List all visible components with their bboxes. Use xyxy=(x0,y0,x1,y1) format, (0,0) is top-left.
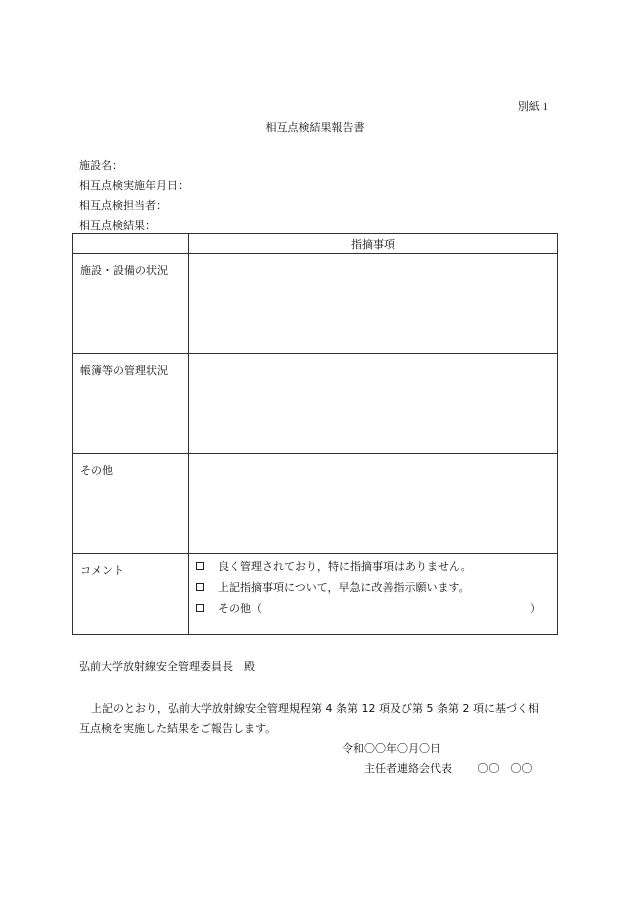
table-row-other xyxy=(73,454,558,554)
table-header-blank xyxy=(73,234,189,254)
findings-cell-facility-status[interactable] xyxy=(189,254,558,354)
addressee: 弘前大学放射線安全管理委員長 殿 xyxy=(79,660,255,673)
comment-options-cell xyxy=(189,554,558,635)
table-row-comment xyxy=(73,554,558,635)
table-row-facility-status xyxy=(73,254,558,354)
comment-option-improve[interactable] xyxy=(189,577,557,596)
row-label-cell xyxy=(73,354,189,454)
table-header-findings: 指摘事項 xyxy=(189,234,558,254)
row-label-records-status: 帳簿等の管理状況 xyxy=(80,364,168,377)
row-label-other: その他 xyxy=(80,464,113,477)
report-date: 令和〇〇年〇月〇日 xyxy=(342,742,441,755)
checkbox-icon[interactable] xyxy=(196,562,204,570)
body-text-line-2: 互点検を実施した結果をご報告します。 xyxy=(79,722,277,735)
signature-title: 主任者連絡会代表 xyxy=(364,762,452,775)
signature-line xyxy=(364,760,533,776)
inspector-field: 相互点検担当者： xyxy=(79,199,167,212)
inspection-result-table xyxy=(72,233,558,635)
row-label-cell xyxy=(73,254,189,354)
row-label-cell xyxy=(73,454,189,554)
checkbox-icon[interactable] xyxy=(196,604,204,612)
row-label-facility-status: 施設・設備の状況 xyxy=(80,264,168,277)
body-text-line-1: 上記のとおり，弘前大学放射線安全管理規程第 4 条第 12 項及び第 5 条第 2 項に基づく相 xyxy=(91,702,539,715)
table-header-row xyxy=(73,234,558,254)
comment-option-well-managed[interactable] xyxy=(189,556,557,575)
comment-option-label: 良く管理されており，特に指摘事項はありません。 xyxy=(218,559,472,573)
table-row-records-status xyxy=(73,354,558,454)
row-label-cell xyxy=(73,554,189,635)
annex-label: 別紙 1 xyxy=(517,101,548,113)
findings-cell-other[interactable] xyxy=(189,454,558,554)
row-label-comment: コメント xyxy=(80,564,124,577)
comment-option-label: 上記指摘事項について，早急に改善指示願います。 xyxy=(218,580,470,594)
comment-option-label: その他（ xyxy=(218,601,262,615)
signature-name: 〇〇 〇〇 xyxy=(477,762,533,775)
checkbox-icon[interactable] xyxy=(196,583,204,591)
comment-option-other[interactable] xyxy=(189,598,557,617)
inspection-result-field: 相互点検結果： xyxy=(79,219,156,232)
comment-other-close-paren: ） xyxy=(530,601,541,615)
document-title: 相互点検結果報告書 xyxy=(265,121,365,134)
findings-cell-records-status[interactable] xyxy=(189,354,558,454)
inspection-date-field: 相互点検実施年月日： xyxy=(79,179,189,192)
facility-name-field: 施設名： xyxy=(79,159,123,172)
